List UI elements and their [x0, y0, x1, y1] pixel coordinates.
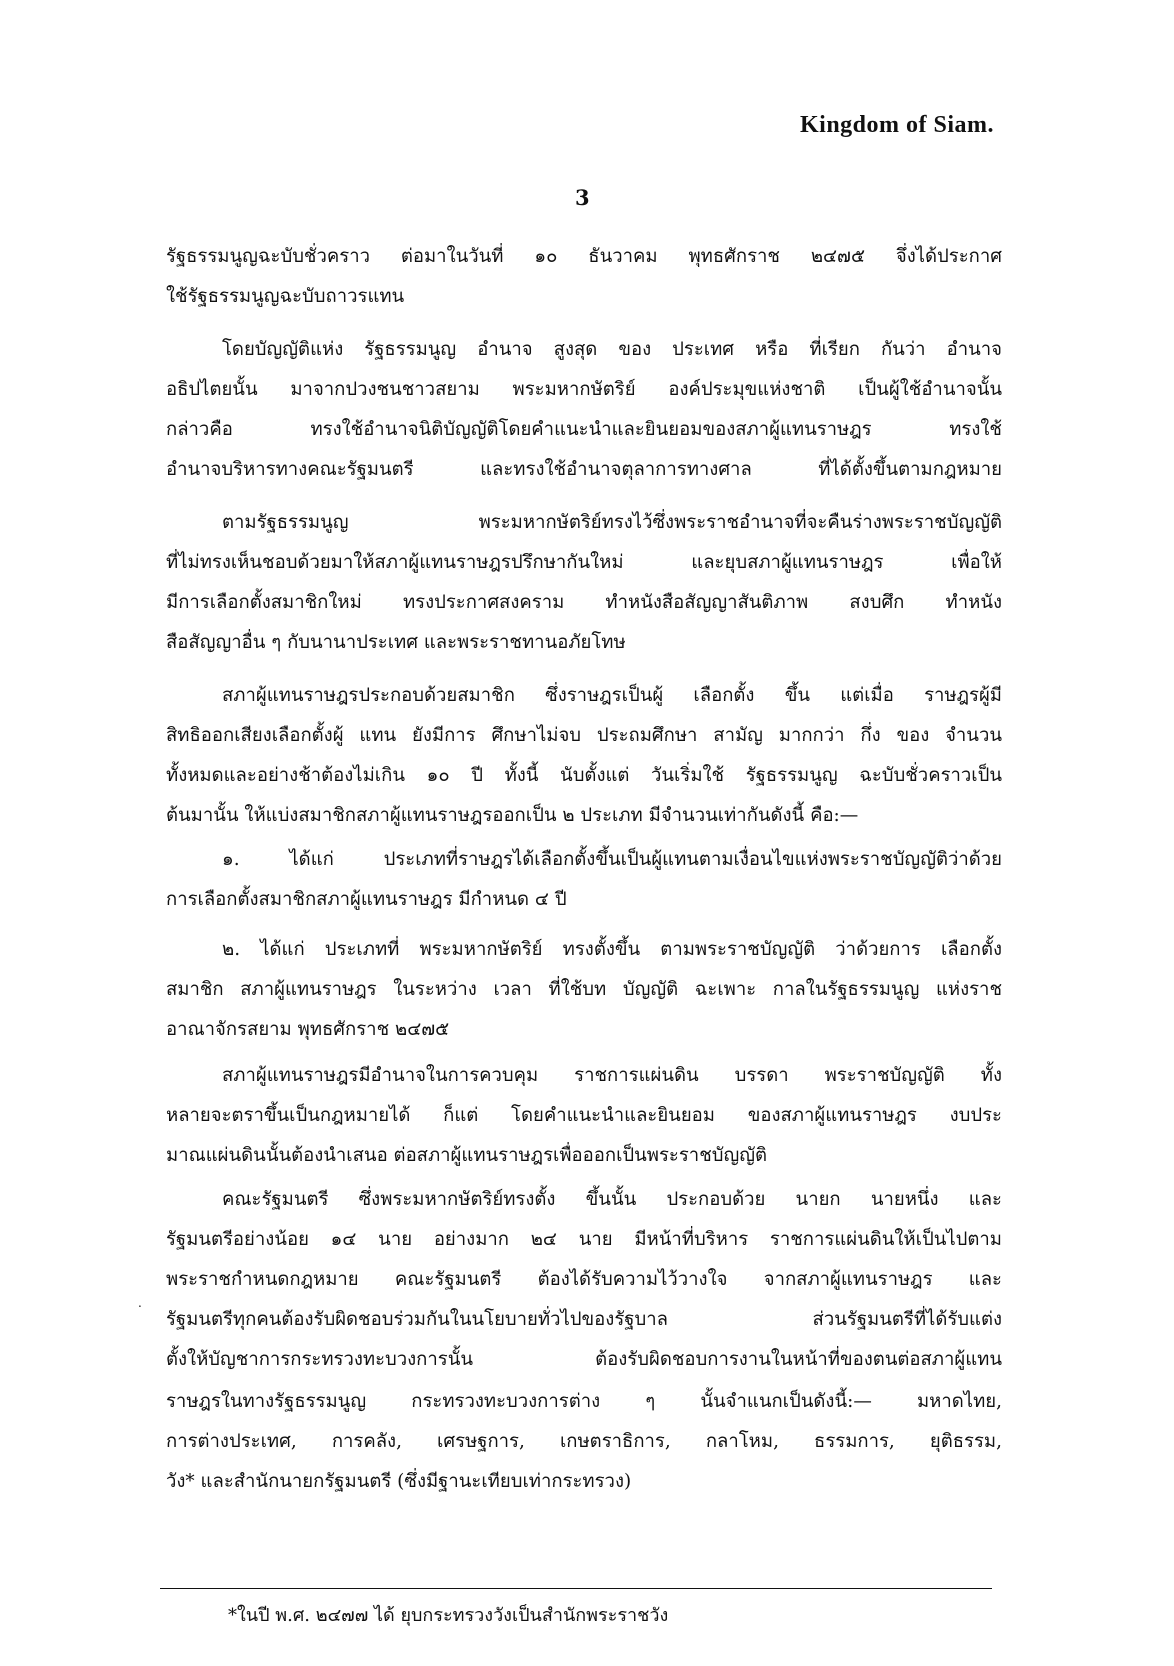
body-line: มีการเลือกตั้งสมาชิกใหม่ ทรงประกาศสงคราม ทำหนังสือสัญญาสันติภาพ สงบศึก ทำหนัง: [166, 592, 1002, 613]
body-line: วัง* และสำนักนายกรัฐมนตรี (ซึ่งมีฐานะเทียบเท่ากระทรวง): [166, 1471, 632, 1492]
page-number: 3: [575, 185, 590, 210]
body-line: อาณาจักรสยาม พุทธศักราช ๒๔๗๕: [166, 1019, 450, 1040]
body-line: สมาชิก สภาผู้แทนราษฎร ในระหว่าง เวลา ที่ใช้บท บัญญัติ ฉะเพาะ กาลในรัฐธรรมนูญ แห่งราช: [166, 979, 1002, 1000]
body-line: รัฐธรรมนูญฉะบับชั่วคราว ต่อมาในวันที่ ๑๐ ธันวาคม พุทธศักราช ๒๔๗๕ จึ่งได้ประกาศ: [166, 246, 1002, 267]
body-line: อธิปไตยนั้น มาจากปวงชนชาวสยาม พระมหากษัตริย์ องค์ประมุขแห่งชาติ เป็นผู้ใช้อำนาจนั้น: [166, 379, 1002, 400]
margin-mark: .: [138, 1296, 142, 1310]
body-line: ๑. ได้แก่ ประเภทที่ราษฎรได้เลือกตั้งขึ้นเป็นผู้แทนตามเงื่อนไขแห่งพระราชบัญญัติว่าด้วย: [222, 849, 1002, 870]
body-line: ทั้งหมดและอย่างช้าต้องไม่เกิน ๑๐ ปี ทั้งนี้ นับตั้งแต่ วันเริ่มใช้ รัฐธรรมนูญ ฉะบับชั่วคราวเป็น: [166, 765, 1002, 786]
footnote-rule: [160, 1588, 992, 1589]
body-line: อำนาจบริหารทางคณะรัฐมนตรี และทรงใช้อำนาจตุลาการทางศาล ที่ได้ตั้งขึ้นตามกฎหมาย: [166, 459, 1002, 480]
body-line: ที่ไม่ทรงเห็นชอบด้วยมาให้สภาผู้แทนราษฎรปรึกษากันใหม่ และยุบสภาผู้แทนราษฎร เพื่อให้: [166, 552, 1002, 573]
body-line: ต้นมานั้น ให้แบ่งสมาชิกสภาผู้แทนราษฎรออกเป็น ๒ ประเภท มีจำนวนเท่ากันดังนี้ คือ:—: [166, 805, 859, 826]
body-line: สภาผู้แทนราษฎรมีอำนาจในการควบคุม ราชการแผ่นดิน บรรดา พระราชบัญญัติ ทั้ง: [222, 1065, 1002, 1086]
body-line: มาณแผ่นดินนั้นต้องนำเสนอ ต่อสภาผู้แทนราษฎรเพื่อออกเป็นพระราชบัญญัติ: [166, 1145, 768, 1166]
body-line: ตามรัฐธรรมนูญ พระมหากษัตริย์ทรงไว้ซึ่งพระราชอำนาจที่จะคืนร่างพระราชบัญญัติ: [222, 512, 1002, 533]
body-line: ๒. ได้แก่ ประเภทที่ พระมหากษัตริย์ ทรงตั้งขึ้น ตามพระราชบัญญัติ ว่าด้วยการ เลือกตั้ง: [222, 939, 1002, 960]
body-line: กล่าวคือ ทรงใช้อำนาจนิติบัญญัติโดยคำแนะนำและยินยอมของสภาผู้แทนราษฎร ทรงใช้: [166, 419, 1002, 440]
body-line: ใช้รัฐธรรมนูญฉะบับถาวรแทน: [166, 286, 405, 307]
body-line: การเลือกตั้งสมาชิกสภาผู้แทนราษฎร มีกำหนด ๔ ปี: [166, 889, 567, 910]
body-line: พระราชกำหนดกฎหมาย คณะรัฐมนตรี ต้องได้รับความไว้วางใจ จากสภาผู้แทนราษฎร และ: [166, 1269, 1002, 1290]
body-line: สือสัญญาอื่น ๆ กับนานาประเทศ และพระราชทานอภัยโทษ: [166, 632, 626, 653]
body-line: สภาผู้แทนราษฎรประกอบด้วยสมาชิก ซึ่งราษฎรเป็นผู้ เลือกตั้ง ขึ้น แต่เมื่อ ราษฎรผู้มี: [222, 685, 1002, 706]
body-line: รัฐมนตรีอย่างน้อย ๑๔ นาย อย่างมาก ๒๔ นาย มีหน้าที่บริหาร ราชการแผ่นดินให้เป็นไปตาม: [166, 1229, 1002, 1250]
body-line: โดยบัญญัติแห่ง รัฐธรรมนูญ อำนาจ สูงสุด ของ ประเทศ หรือ ที่เรียก กันว่า อำนาจ: [222, 339, 1002, 360]
body-line: ราษฎรในทางรัฐธรรมนูญ กระทรวงทะบวงการต่าง ๆ นั้นจำแนกเป็นดังนี้:— มหาดไทย,: [166, 1391, 1002, 1412]
footnote: *ในปี พ.ศ. ๒๔๗๗ ได้ ยุบกระทรวงวังเป็นสำนักพระราชวัง: [228, 1605, 669, 1626]
body-line: คณะรัฐมนตรี ซึ่งพระมหากษัตริย์ทรงตั้ง ขึ้นนั้น ประกอบด้วย นายก นายหนึ่ง และ: [222, 1189, 1002, 1210]
body-line: สิทธิออกเสียงเลือกตั้งผู้ แทน ยังมีการ ศึกษาไม่จบ ประถมศึกษา สามัญ มากกว่า กึ่ง ของ จำนวน: [166, 725, 1002, 746]
body-line: ตั้งให้บัญชาการกระทรวงทะบวงการนั้น ต้องรับผิดชอบการงานในหน้าที่ของตนต่อสภาผู้แทน: [166, 1349, 1002, 1370]
body-line: รัฐมนตรีทุกคนต้องรับผิดชอบร่วมกันในนโยบายทั่วไปของรัฐบาล ส่วนรัฐมนตรีที่ได้รับแต่ง: [166, 1309, 1002, 1330]
running-header: Kingdom of Siam.: [800, 112, 995, 138]
body-line: การต่างประเทศ, การคลัง, เศรษฐการ, เกษตราธิการ, กลาโหม, ธรรมการ, ยุติธรรม,: [166, 1431, 1002, 1452]
body-line: หลายจะตราขึ้นเป็นกฎหมายได้ ก็แต่ โดยคำแนะนำและยินยอม ของสภาผู้แทนราษฎร งบประ: [166, 1105, 1002, 1126]
